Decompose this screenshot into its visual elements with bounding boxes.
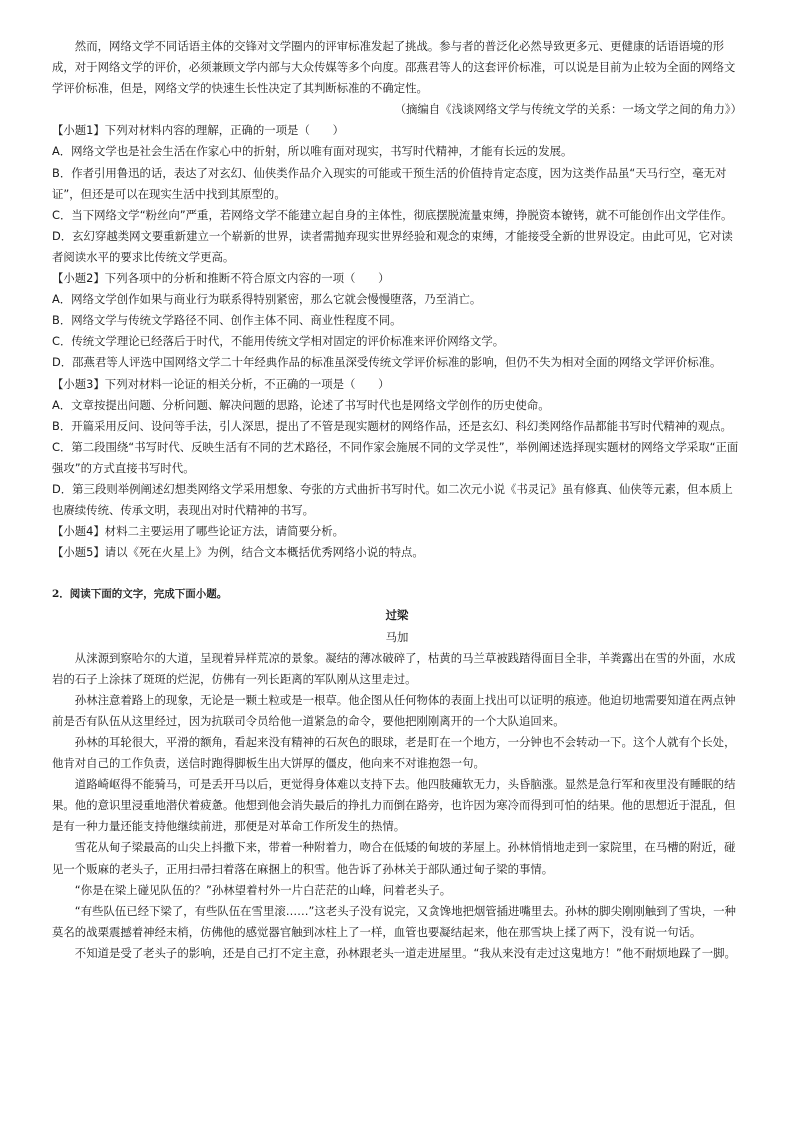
story-paragraph: 道路崎岖得不能骑马，可是丢开马以后，更觉得身体难以支持下去。他四肢瘫软无力，头昏脑涨。显然是急行军和夜里没有睡眠的结果。他的意识里浸重地潜伏着疲惫。他想到他会消失最后的挣扎力而倒在路旁，也许因为寒冷而得到可怕的结果。他的思想近于混乱，但是有一种力量还能支持他继续前进，那便是对革命工作所发生的热情。 [52,777,736,834]
story-paragraph: “有些队伍已经下梁了，有些队伍在雪里滚……”这老头子没有说完，又贪馋地把烟管插进嘴里去。孙林的脚尖刚刚触到了雪块，一种莫名的战栗震撼着神经末梢，仿佛他的感觉器官触到冰柱上了一样，血管也要凝结起来，他在那雪块上揉了两下，没有说一句话。 [52,903,736,939]
question-3-stem: 【小题3】下列对材料一论证的相关分析，不正确的一项是（ ） [52,376,390,391]
question-2-option-a: A．网络文学创作如果与商业行为联系得特别紧密，那么它就会慢慢堕落，乃至消亡。 [52,292,482,307]
question-5-stem: 【小题5】请以《死在火星上》为例，结合文本概括优秀网络小说的特点。 [52,545,424,560]
story-author: 马加 [385,629,409,644]
source-citation: （摘编自《浅谈网络文学与传统文学的关系：一场文学之间的角力》） [394,102,742,117]
section-2-instruction: 2．阅读下面的文字，完成下面小题。 [52,588,228,601]
question-1-option-b: B．作者引用鲁迅的话，表达了对玄幻、仙侠类作品介入现实的可能或干预生活的价值持肯定态度，因为这类作品虽“天马行空，毫无对证”，但还是可以在现实生活中找到其原型的。 [52,165,727,201]
question-2-stem: 【小题2】下列各项中的分析和推断不符合原文内容的一项（ ） [52,271,390,286]
story-paragraph: 不知道是受了老头子的影响，还是自己打不定主意，孙林跟老头一道走进屋里。“我从来没有走过这鬼地方！”他不耐烦地跺了一脚。 [74,945,736,960]
story-paragraph: 从涞源到察哈尔的大道，呈现着异样荒凉的景象。凝结的薄冰破碎了，枯黄的马兰草被践踏得面目全非，羊粪露出在雪的外面，水成岩的石子上涂抹了斑斑的烂泥，仿佛有一列长距离的军队刚从这里走过。 [52,650,736,686]
question-1-option-c: C．当下网络文学“粉丝向”严重，若网络文学不能建立起自身的主体性，彻底摆脱流量束缚，挣脱资本镣铐，就不可能创作出文学佳作。 [52,207,733,222]
question-3-option-c: C．第二段围绕“书写时代、反映生活有不同的艺术路径，不同作家会施展不同的文学灵性”，举例阐述选择现实题材的网络文学采取“正面强攻”的方式直接书写时代。 [52,439,739,475]
document-page [52,36,742,964]
story-paragraph: “你是在梁上碰见队伍的？”孙林望着村外一片白茫茫的山峰，问着老头子。 [74,882,452,897]
question-2-option-b: B．网络文学与传统文学路径不同、创作主体不同、商业性程度不同。 [52,313,402,328]
question-4-stem: 【小题4】材料二主要运用了哪些论证方法，请简要分析。 [52,524,345,539]
story-paragraph: 孙林的耳轮很大，平滑的额角，看起来没有精神的石灰色的眼球，老是盯在一个地方，一分钟也不会转动一下。这个人就有个长处，他肯对自己的工作负责，送信时跑得脚板生出大饼厚的僵皮，他向来不对谁抱怨一句。 [52,735,736,771]
question-3-option-a: A．文章按提出问题、分析问题、解决问题的思路，论述了书写时代也是网络文学创作的历史使命。 [52,397,550,412]
story-title: 过梁 [385,608,409,623]
intro-paragraph: 然而，网络文学不同话语主体的交锋对文学圈内的评审标准发起了挑战。参与者的普泛化必然导致更多元、更健康的话语语境的形成，对于网络文学的评价，必须兼顾文学内部与大众传媒等多个向度。邵燕君等人的这套评价标准，可以说是目前为止较为全面的网络文学评价标准，但是，网络文学的快速生长性决定了其判断标准的不确定性。 [52,39,736,96]
question-1-option-d: D．玄幻穿越类网文要重新建立一个崭新的世界，读者需抛弃现实世界经验和观念的束缚，才能接受全新的世界设定。由此可见，它对读者阅读水平的要求比传统文学更高。 [52,228,733,264]
section-spacer [52,563,742,584]
question-2-option-c: C．传统文学理论已经落后于时代，不能用传统文学相对固定的评价标准来评价网络文学。 [52,334,505,349]
question-1-option-a: A．网络文学也是社会生活在作家心中的折射，所以唯有面对现实，书写时代精神，才能有长远的发展。 [52,144,573,159]
question-2-option-d: D．邵燕君等人评选中国网络文学二十年经典作品的标准虽深受传统文学评价标准的影响，但仍不失为相对全面的网络文学评价标准。 [52,355,722,370]
story-paragraph: 雪花从甸子梁最高的山尖上抖撒下来，带着一种附着力，吻合在低矮的甸坡的茅屋上。孙林悄悄地走到一家院里，在马槽的附近，碰见一个贩麻的老头子，正用扫帚扫着落在麻捆上的积雪。他告诉了孙林关于部队通过甸子梁的事情。 [52,840,736,876]
story-paragraph: 孙林注意着路上的现象，无论是一颗土粒或是一根草。他企图从任何物体的表面上找出可以证明的痕迹。他迫切地需要知道在两点钟前是否有队伍从这里经过，因为抗联司令员给他一道紧急的命令，要他把刚刚离开的一个大队追回来。 [52,692,736,728]
question-3-option-b: B．开篇采用反问、设问等手法，引人深思，提出了不管是现实题材的网络作品，还是玄幻、科幻类网络作品都能书写时代精神的观点。 [52,418,732,433]
question-3-option-d: D．第三段则举例阐述幻想类网络文学采用想象、夸张的方式曲折书写时代。如二次元小说《书灵记》虽有修真、仙侠等元素，但本质上也赓续传统、传承文明，表现出对时代精神的书写。 [52,481,733,518]
question-1-stem: 【小题1】下列对材料内容的理解，正确的一项是（ ） [52,123,345,138]
